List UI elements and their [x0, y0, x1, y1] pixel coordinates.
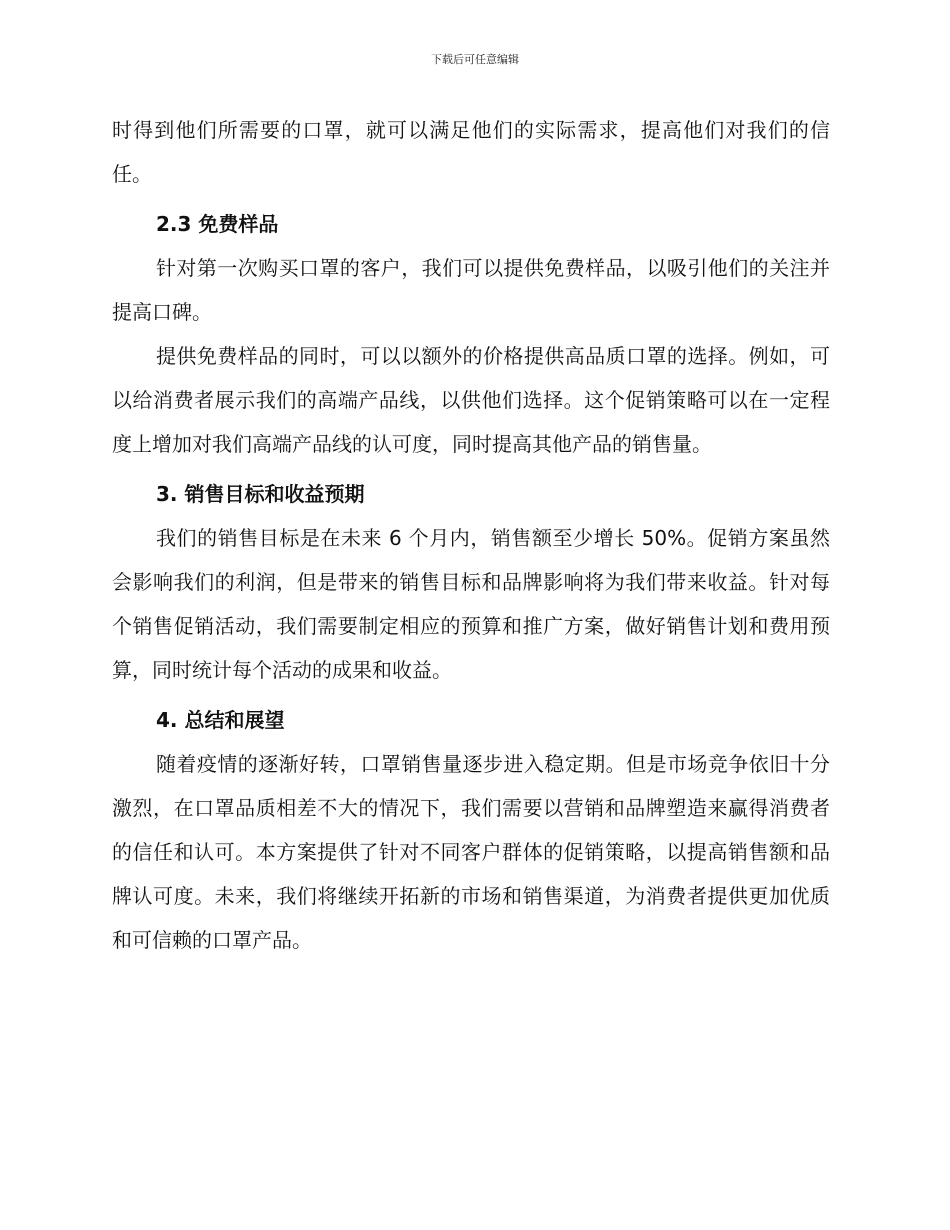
paragraph-continued-trust: 时得到他们所需要的口罩，就可以满足他们的实际需求，提高他们对我们的信任。	[112, 118, 830, 186]
paragraph-first-purchase-samples: 针对第一次购买口罩的客户，我们可以提供免费样品，以吸引他们的关注并提高口碑。	[112, 256, 830, 324]
paragraph-premium-option: 提供免费样品的同时，可以以额外的价格提供高品质口罩的选择。例如，可以给消费者展示我们的高端产品线，以供他们选择。这个促销策略可以在一定程度上增加对我们高端产品线的认可度，同时提高其他产品的销售量。	[112, 344, 830, 456]
section-heading-sales-targets: 3. 销售目标和收益预期	[156, 482, 365, 506]
section-heading-summary-outlook: 4. 总结和展望	[156, 708, 285, 732]
paragraph-summary-outlook: 随着疫情的逐渐好转，口罩销售量逐步进入稳定期。但是市场竞争依旧十分激烈，在口罩品质相差不大的情况下，我们需要以营销和品牌塑造来赢得消费者的信任和认可。本方案提供了针对不同客户群体的促销策略，以提高销售额和品牌认可度。未来，我们将继续开拓新的市场和销售渠道，为消费者提供更加优质和可信赖的口罩产品。	[112, 752, 830, 952]
page-header: 下载后可任意编辑	[431, 53, 519, 66]
section-heading-free-samples: 2.3 免费样品	[156, 212, 279, 236]
document-body	[112, 108, 830, 962]
paragraph-sales-targets: 我们的销售目标是在未来 6 个月内，销售额至少增长 50%。促销方案虽然会影响我们的利润，但是带来的销售目标和品牌影响将为我们带来收益。针对每个销售促销活动，我们需要制定相应的预算和推广方案，做好销售计划和费用预算，同时统计每个活动的成果和收益。	[112, 526, 830, 682]
